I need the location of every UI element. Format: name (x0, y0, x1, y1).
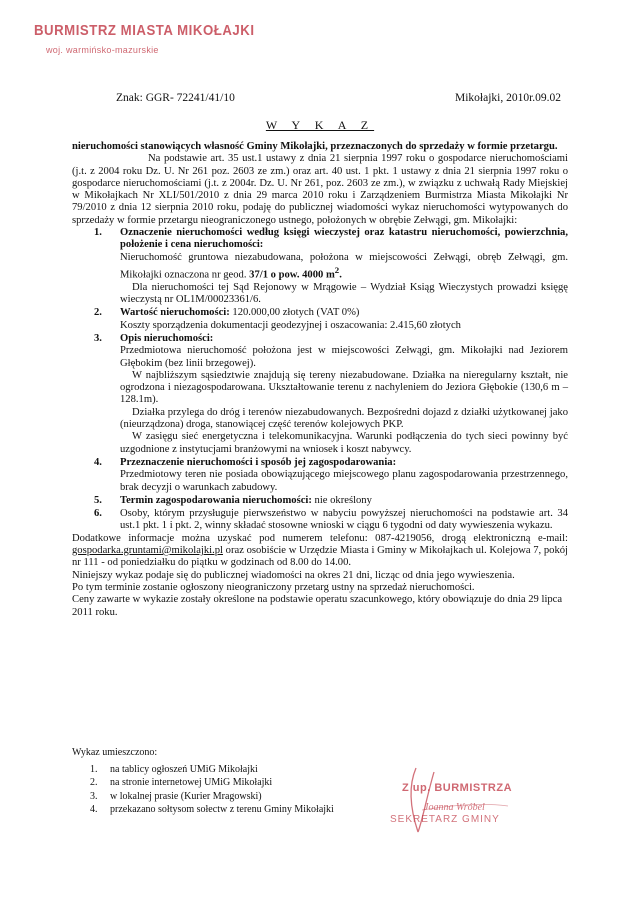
item-title: Termin zagospodarowania nieruchomości: (120, 494, 312, 506)
property-list (72, 227, 568, 533)
item-title: Przeznaczenie nieruchomości i sposób jej zagospodarowania: (120, 456, 397, 468)
item-paragraph: Przedmiotowa nieruchomość położona jest w miejscowości Zełwągi, gm. Mikołajki nad Jeziorem Głębokim (bez linii brzegowej). (120, 345, 568, 369)
list-item (72, 508, 568, 533)
item-paragraph: Nieruchomość gruntowa niezabudowana, położona w miejscowości Zełwągi, obręb Zełwągi, gm. Mikołajki oznaczona nr geod. 37/1 o pow. 4000 $m^2$. (120, 251, 568, 281)
item-value: nie określony (314, 494, 372, 506)
list-item (72, 495, 568, 507)
item-title: Oznaczenie nieruchomości według księgi wieczystej oraz katastru nieruchomości, powierzchnia, położenie i cena nieruchomości: (120, 227, 568, 251)
letterhead-region: woj. warmińsko-mazurskie (46, 45, 159, 55)
notice-paragraph: Niniejszy wykaz podaje się do publicznej wiadomości na okres 21 dni, licząc od dnia jego wywieszenia. (72, 569, 515, 581)
item-number: 6. (94, 508, 102, 520)
item-title-line (120, 495, 568, 507)
signature-role: SEKRETARZ GMINY (390, 814, 500, 825)
list-item: 4. przekazano sołtysom sołectw z terenu Gminy Mikołajki (90, 803, 334, 815)
prices-paragraph: Ceny zawarte w wykazie zostały określone na podstawie operatu szacunkowego, który obowiązuje do dnia 29 lipca 2011 roku. (72, 594, 563, 618)
item-paragraph: Koszty sporządzenia dokumentacji geodezyjnej i oszacowania: 2.415,60 złotych (120, 319, 461, 331)
item-number: 4. (94, 456, 102, 468)
item-paragraph: W zasięgu sieć energetyczna i telekomunikacyjna. Warunki podłączenia do tych sieci powinny być uzgodnione z instytucjami branżowymi na wniosek i koszt nabywcy. (120, 431, 568, 455)
signature-stamp (388, 762, 568, 852)
item-paragraph: W najbliższym sąsiedztwie znajdują się tereny niezabudowane. Działka na nieregularny kształt, nie ogrodzona i niezagospodarowana. Ukształtowanie terenu z nachyleniem do Jeziora Głębokie (130,6 m – 128.1m). (120, 369, 568, 406)
list-item (72, 307, 568, 332)
list-item (72, 333, 568, 456)
list-item: 1. na tablicy ogłoszeń UMiG Mikołajki (90, 764, 258, 776)
item-title: Opis nieruchomości: (120, 332, 214, 344)
letterhead-title: BURMISTRZ MIASTA MIKOŁAJKI (34, 22, 255, 39)
item-title-line (120, 307, 568, 319)
item-number: 5. (94, 494, 102, 506)
place-date: Mikołajki, 2010r.09.02 (455, 92, 562, 104)
item-value: 120.000,00 złotych (VAT 0%) (232, 307, 360, 319)
list-item (72, 457, 568, 494)
list-item: 2. na stronie internetowej UMiG Mikołajki (90, 777, 273, 789)
contact-paragraph: Dodatkowe informacje można uzyskać pod numerem telefonu: 087-4219056, drogą elektroniczną e-mail: gospodarka.gruntami@mikolajki.pl oraz osobiście w Urzędzie Miasta i Gminy w Mikołajkach ul. Kolejowa 7, pokój nr 111 - od poniedziałku do piątku w godzinach od 8.00 do 14.00. (72, 532, 568, 569)
signature-title: Z up. BURMISTRZA (402, 782, 513, 794)
email-link[interactable]: gospodarka.gruntami@mikolajki.pl (72, 545, 223, 557)
list-item: 3. w lokalnej prasie (Kurier Mragowski) (90, 790, 262, 802)
placement-title: Wykaz umieszczono: (72, 747, 158, 758)
item-paragraph: Osoby, którym przysługuje pierwszeństwo w nabyciu powyższej nieruchomości na podstawie art. 34 ust.1 pkt. 1 i pkt. 2, winny składać stosowne wnioski w ciągu 6 tygodni od daty wywieszenia wykazu. (120, 508, 568, 532)
document-title: W Y K A Z (265, 118, 375, 132)
list-item (72, 227, 568, 306)
signature-name: Joanna Wróbel (424, 802, 485, 813)
item-number: 2. (94, 307, 102, 319)
letterhead-stamp (34, 22, 285, 55)
item-paragraph: Dla nieruchomości tej Sąd Rejonowy w Mrągowie – Wydział Ksiąg Wieczystych prowadzi księgę wieczystą nr OL1M/00023361/6. (120, 281, 568, 306)
document-heading: nieruchomości stanowiących własność Gminy Mikołajki, przeznaczonych do sprzedaży w formie przetargu. (72, 141, 558, 152)
reference-number: Znak: GGR- 72241/41/10 (116, 92, 235, 104)
item-paragraph: Przedmiotowy teren nie posiada obowiązującego miejscowego planu zagospodarowania przestrzennego, brak decyzji o warunkach zabudowy. (120, 469, 568, 493)
item-number: 1. (94, 227, 102, 239)
item-number: 3. (94, 332, 102, 344)
item-title: Wartość nieruchomości: (120, 307, 230, 319)
document-body (72, 141, 568, 619)
tender-paragraph: Po tym terminie zostanie ogłoszony nieograniczony przetarg ustny na sprzedaż nieruchomości. (72, 581, 475, 593)
item-paragraph: Działka przylega do dróg i terenów niezabudowanych. Bezpośredni dojazd z działki użytkowanej jako (nieurządzona) droga, stanowiącej część terenów kolejowych PKP. (120, 406, 568, 431)
intro-paragraph: Na podstawie art. 35 ust.1 ustawy z dnia 21 sierpnia 1997 roku o gospodarce nieruchomościami (j.t. z 2004 roku Dz. U. Nr 261 poz. 2603 ze zm.) oraz art. 40 ust. 1 pkt. 1 ustawy z dnia 21 sierpnia 1997 roku o gospodarce nieruchomościami (j.t. z 2004r. Dz. U. Nr 261, poz. 2603 ze zm.), w związku z uchwałą Rady Miejskiej w Mikołajkach Nr XLI/501/2010 z dnia 29 marca 2010 roku i Zarządzeniem Burmistrza Miasta Mikołajki Nr 79/2010 z dnia 12 sierpnia 2010 roku, podaję do publicznej wiadomości wykaz nieruchomości wytypowanych do sprzedaży w formie przetargu nieograniczonego ustnego, położonych w obrębie Zełwągi, gm. Mikołajki: (72, 153, 568, 226)
